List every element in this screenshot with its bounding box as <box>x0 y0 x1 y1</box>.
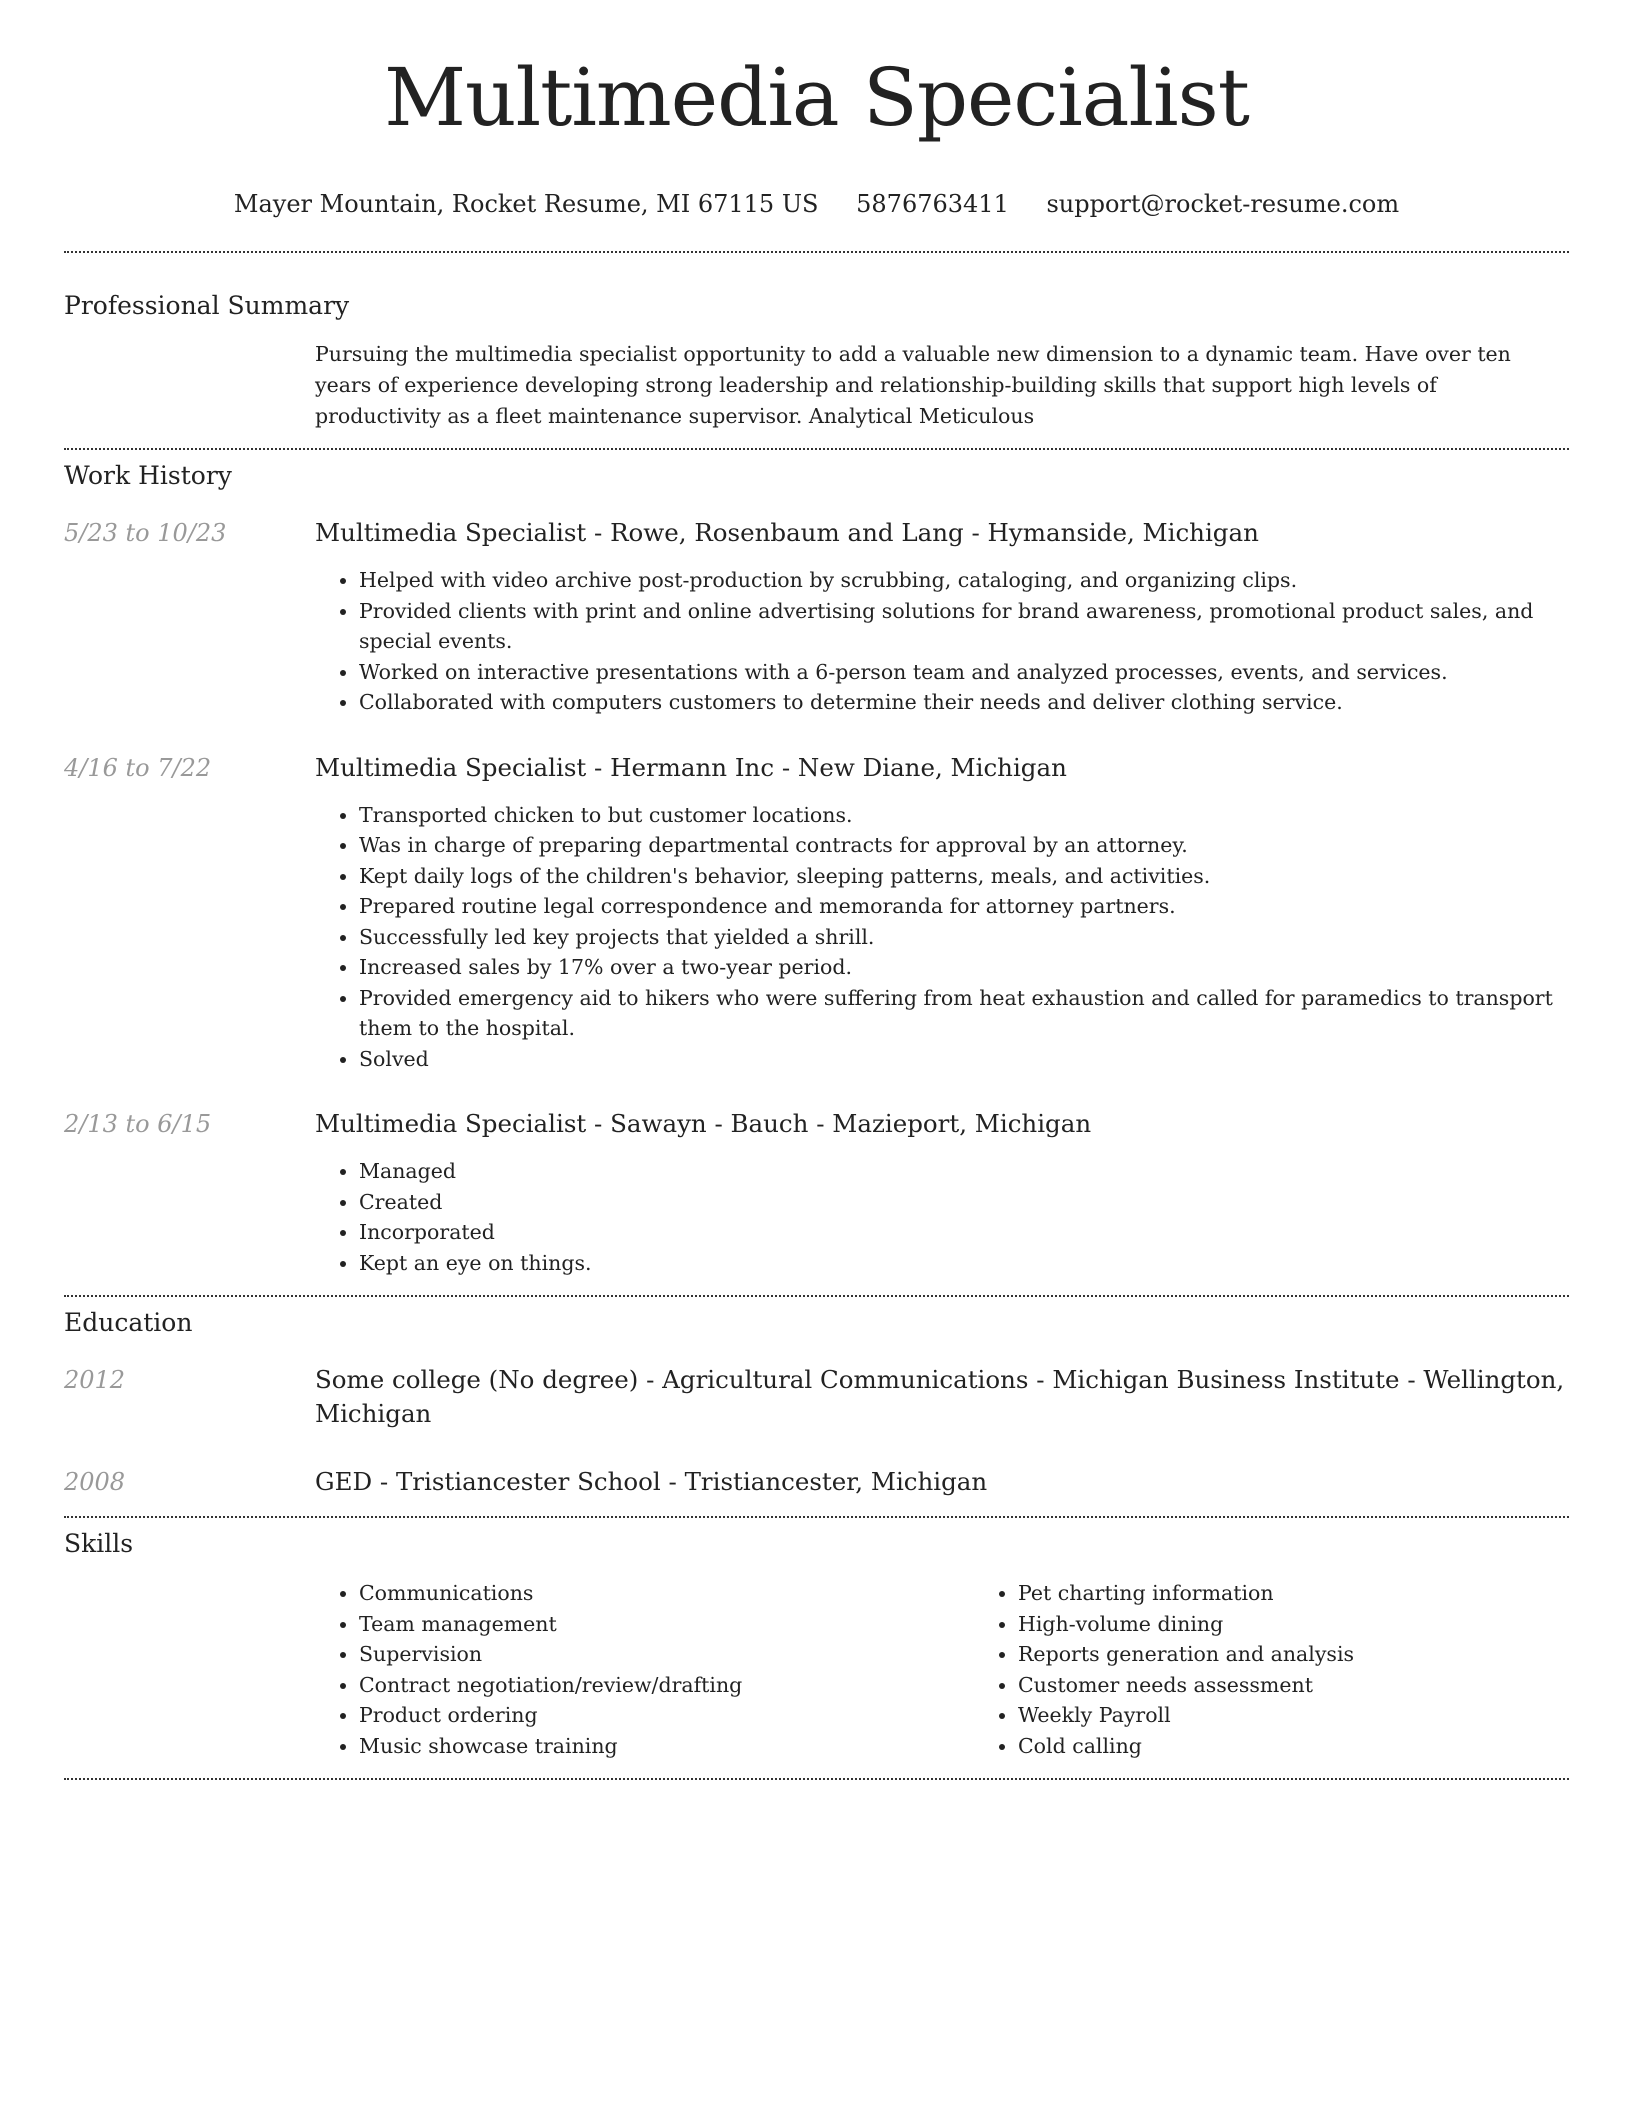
job-dates: 4/16 to 7/22 <box>64 753 212 782</box>
list-item: • Communications <box>359 1578 974 1609</box>
section-title-work-history: Work History <box>64 461 232 490</box>
section-title-summary: Professional Summary <box>64 291 350 320</box>
email: support@rocket-resume.com <box>1046 190 1400 218</box>
list-item: • Helped with video archive post-production by scrubbing, cataloging, and organizing clips. <box>359 565 1569 596</box>
divider <box>64 1778 1569 1780</box>
list-item: • Customer needs assessment <box>1018 1670 1632 1701</box>
list-item: • Music showcase training <box>359 1731 974 1762</box>
contact-line <box>64 188 1569 220</box>
list-item: • Team management <box>359 1609 974 1640</box>
list-item: • Increased sales by 17% over a two-year period. <box>359 952 1569 983</box>
list-item: • Prepared routine legal correspondence and memoranda for attorney partners. <box>359 891 1569 922</box>
education-year: 2008 <box>64 1468 126 1496</box>
education-heading: GED - Tristiancester School - Tristiancester, Michigan <box>315 1467 988 1496</box>
list-item: • Pet charting information <box>1018 1578 1632 1609</box>
list-item: • Managed <box>359 1156 1569 1187</box>
resume-page <box>64 0 1569 1780</box>
job-dates: 2/13 to 6/15 <box>64 1110 212 1138</box>
list-item: • Created <box>359 1187 1569 1218</box>
skills-columns <box>315 1578 1569 1761</box>
skills-list-right <box>974 1578 1632 1761</box>
job-heading: Multimedia Specialist - Sawayn - Bauch - Mazieport, Michigan <box>315 1109 1092 1138</box>
list-item: • Supervision <box>359 1639 974 1670</box>
job-bullets <box>315 565 1569 718</box>
list-item: • Reports generation and analysis <box>1018 1639 1632 1670</box>
list-item: • Worked on interactive presentations with a 6-person team and analyzed processes, events, and services. <box>359 657 1569 688</box>
list-item: • Incorporated <box>359 1217 1569 1248</box>
job-entry <box>64 751 1569 1075</box>
education-heading: Some college (No degree) - Agricultural Communications - Michigan Business Institute - Wellington, Michigan <box>315 1365 1565 1428</box>
address: Mayer Mountain, Rocket Resume, MI 67115 US <box>233 190 819 218</box>
list-item: • Weekly Payroll <box>1018 1700 1632 1731</box>
education-entry <box>64 1465 1569 1499</box>
job-entry <box>64 1107 1569 1278</box>
section-title-education: Education <box>64 1308 193 1337</box>
list-item: • Kept daily logs of the children's behavior, sleeping patterns, meals, and activities. <box>359 861 1569 892</box>
list-item: • Was in charge of preparing departmental contracts for approval by an attorney. <box>359 830 1569 861</box>
list-item: • Cold calling <box>1018 1731 1632 1762</box>
job-bullets <box>315 1156 1569 1278</box>
education-entry <box>64 1363 1569 1431</box>
education-year: 2012 <box>64 1366 126 1394</box>
list-item: • Successfully led key projects that yielded a shrill. <box>359 922 1569 953</box>
skills-list-left <box>315 1578 974 1761</box>
list-item: • Provided emergency aid to hikers who were suffering from heat exhaustion and called for paramedics to transport them to the hospital. <box>359 983 1569 1044</box>
list-item: • Transported chicken to but customer locations. <box>359 800 1569 831</box>
phone: 5876763411 <box>856 190 1009 218</box>
list-item: • Kept an eye on things. <box>359 1248 1569 1279</box>
job-dates: 5/23 to 10/23 <box>64 519 227 547</box>
list-item: • High-volume dining <box>1018 1609 1632 1640</box>
job-bullets <box>315 800 1569 1075</box>
list-item: • Product ordering <box>359 1700 974 1731</box>
list-item: • Contract negotiation/review/drafting <box>359 1670 974 1701</box>
candidate-name: Multimedia Specialist <box>384 51 1249 144</box>
divider <box>64 448 1569 450</box>
divider <box>64 1516 1569 1518</box>
job-entry <box>64 516 1569 718</box>
job-heading: Multimedia Specialist - Hermann Inc - New Diane, Michigan <box>315 752 1067 782</box>
summary-text: Pursuing the multimedia specialist opportunity to add a valuable new dimension to a dynamic team. Have over ten years of experience developing strong leadership and relationship-building skills that support high levels of productivity as a fleet maintenance supervisor. Analytical Meticulous <box>315 342 1511 428</box>
job-heading: Multimedia Specialist - Rowe, Rosenbaum and Lang - Hymanside, Michigan <box>315 518 1259 547</box>
divider <box>64 251 1569 253</box>
list-item: • Collaborated with computers customers to determine their needs and deliver clothing service. <box>359 687 1569 718</box>
section-title-skills: Skills <box>64 1529 134 1558</box>
list-item: • Solved <box>359 1044 1569 1075</box>
list-item: • Provided clients with print and online advertising solutions for brand awareness, promotional product sales, and special events. <box>359 596 1569 657</box>
divider <box>64 1295 1569 1297</box>
